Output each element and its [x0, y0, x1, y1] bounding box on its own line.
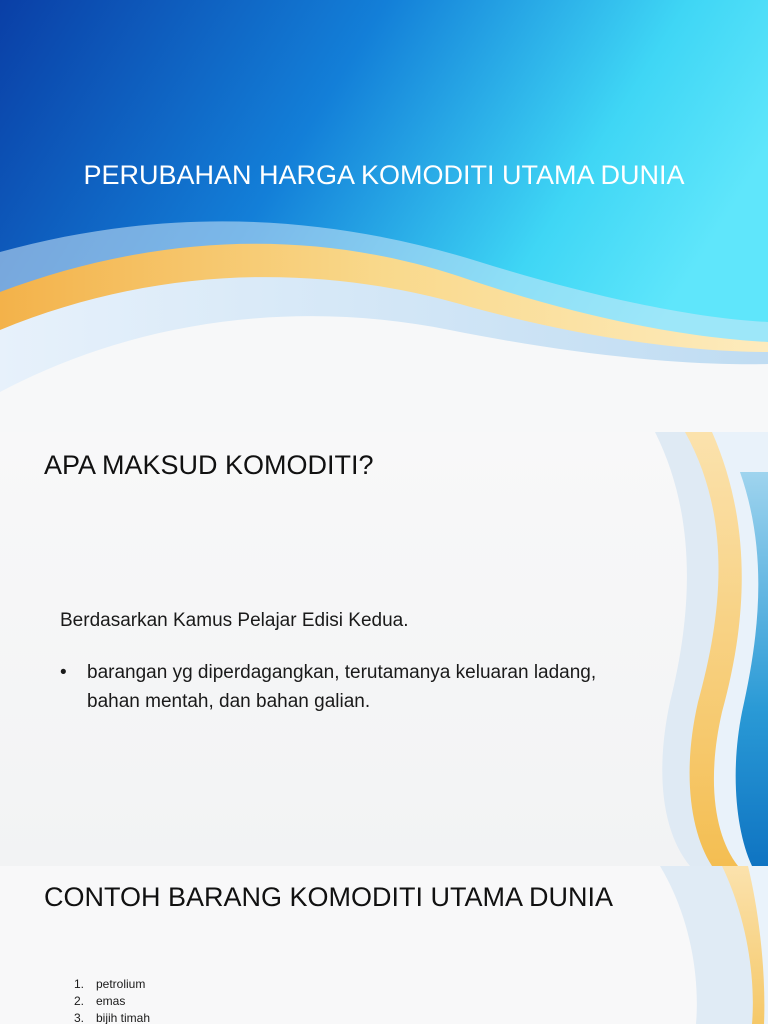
list-item [74, 993, 150, 1010]
list-text: emas [96, 994, 126, 1008]
examples-slide [0, 866, 768, 1024]
title-slide [0, 0, 768, 432]
slide-heading: CONTOH BARANG KOMODITI UTAMA DUNIA [44, 882, 614, 912]
slide-title: PERUBAHAN HARGA KOMODITI UTAMA DUNIA [83, 160, 685, 190]
definition-slide [0, 432, 768, 866]
list-item [74, 976, 150, 993]
slide-heading: APA MAKSUD KOMODITI? [44, 450, 374, 480]
list-number: 3. [74, 1011, 85, 1024]
bullet-item [60, 658, 640, 716]
bullet-text: barangan yg diperdagangkan, terutamanya keluaran ladang, bahan mentah, dan bahan galian. [87, 662, 597, 712]
list-text: bijih timah [96, 1011, 151, 1024]
bullet-mark: • [60, 662, 67, 683]
side-wave-background [0, 432, 768, 866]
commodity-list [74, 976, 150, 1024]
intro-text: Berdasarkan Kamus Pelajar Edisi Kedua. [60, 610, 409, 631]
list-number: 2. [74, 994, 85, 1008]
list-item [74, 1010, 150, 1024]
list-number: 1. [74, 977, 85, 991]
list-text: petrolium [96, 977, 146, 991]
wave-background [0, 0, 768, 432]
